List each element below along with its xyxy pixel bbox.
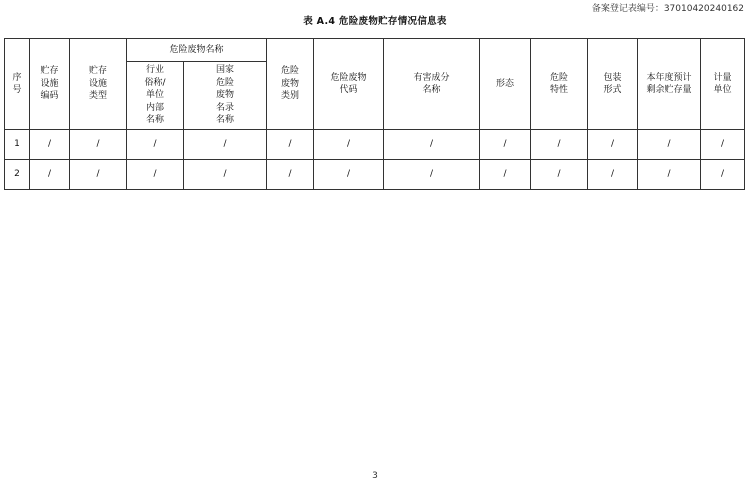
cell-facility-type: /	[70, 160, 127, 190]
cell-form: /	[480, 160, 531, 190]
cell-unit: /	[701, 130, 745, 160]
header-serial: 序 号	[5, 39, 30, 130]
table-row	[5, 160, 745, 190]
page-number: 3	[372, 471, 378, 481]
cell-national-name: /	[184, 160, 267, 190]
cell-waste-code: /	[314, 160, 384, 190]
header-waste-category: 危险 废物 类别	[267, 39, 314, 130]
header-hazardous-component: 有害成分 名称	[384, 39, 480, 130]
cell-packaging: /	[588, 130, 638, 160]
cell-waste-category: /	[267, 160, 314, 190]
table-title: 表 A.4 危险废物贮存情况信息表	[303, 16, 447, 27]
cell-serial: 2	[5, 160, 30, 190]
header-facility-type: 贮存 设施 类型	[70, 39, 127, 130]
header-planned-remaining: 本年度预计 剩余贮存量	[638, 39, 701, 130]
cell-industry-name: /	[127, 130, 184, 160]
header-industry-name: 行业 俗称/ 单位 内部 名称	[127, 62, 184, 130]
cell-hazardous-component: /	[384, 130, 480, 160]
cell-hazardous-component: /	[384, 160, 480, 190]
cell-national-name: /	[184, 130, 267, 160]
table-row	[5, 130, 745, 160]
cell-facility-code: /	[30, 160, 70, 190]
cell-serial: 1	[5, 130, 30, 160]
cell-packaging: /	[588, 160, 638, 190]
cell-hazard-property: /	[531, 160, 588, 190]
header-facility-code: 贮存 设施 编码	[30, 39, 70, 130]
cell-form: /	[480, 130, 531, 160]
header-national-name: 国家 危险 废物 名录 名称	[184, 62, 267, 130]
cell-planned-remaining: /	[638, 130, 701, 160]
header-waste-name-group: 危险废物名称	[127, 39, 267, 62]
header-unit: 计量 单位	[701, 39, 745, 130]
cell-planned-remaining: /	[638, 160, 701, 190]
cell-waste-category: /	[267, 130, 314, 160]
header-packaging: 包装 形式	[588, 39, 638, 130]
cell-industry-name: /	[127, 160, 184, 190]
cell-facility-code: /	[30, 130, 70, 160]
cell-waste-code: /	[314, 130, 384, 160]
header-waste-code: 危险废物 代码	[314, 39, 384, 130]
header-form: 形态	[480, 39, 531, 130]
record-number: 备案登记表编号：37010420240162	[591, 4, 744, 14]
cell-unit: /	[701, 160, 745, 190]
cell-hazard-property: /	[531, 130, 588, 160]
cell-facility-type: /	[70, 130, 127, 160]
header-hazard-property: 危险 特性	[531, 39, 588, 130]
hazardous-waste-storage-table	[4, 38, 745, 190]
